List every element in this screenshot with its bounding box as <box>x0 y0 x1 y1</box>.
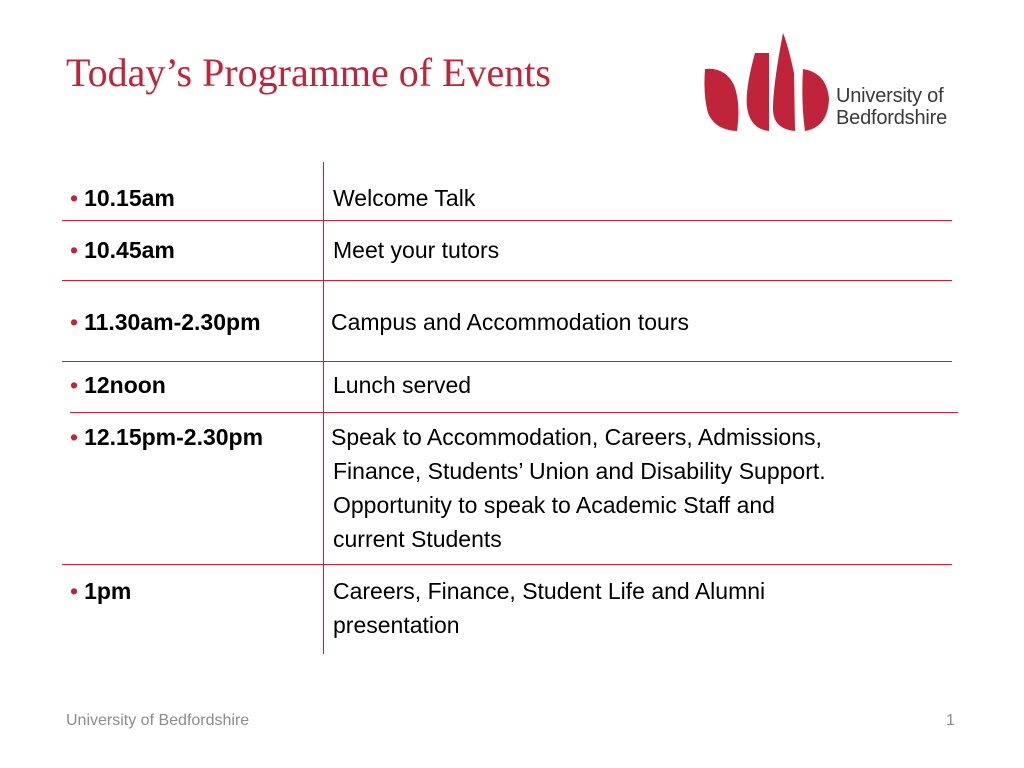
logo-wordmark <box>836 85 947 129</box>
row-divider <box>62 280 952 281</box>
description-line: presentation <box>333 612 460 638</box>
time-label: 1pm <box>84 578 132 604</box>
description-line: Finance, Students’ Union and Disability Support. <box>333 458 826 484</box>
schedule-description <box>333 574 973 642</box>
bullet-icon: • <box>70 424 79 450</box>
schedule-description <box>333 233 973 267</box>
schedule-description <box>333 181 973 215</box>
schedule-time <box>70 305 261 339</box>
schedule-time <box>70 233 175 267</box>
logo-mark-icon <box>703 33 833 135</box>
university-logo <box>703 33 963 135</box>
schedule-description <box>331 420 971 556</box>
time-label: 12noon <box>84 372 166 398</box>
page-number: 1 <box>946 712 955 729</box>
description-line: Meet your tutors <box>333 237 500 263</box>
bullet-icon: • <box>70 309 79 335</box>
row-divider <box>62 564 952 565</box>
schedule-description <box>331 305 971 339</box>
time-label: 10.45am <box>84 237 175 263</box>
description-line: Lunch served <box>333 372 472 398</box>
row-divider <box>62 361 952 362</box>
logo-text-line-2: Bedfordshire <box>836 107 947 129</box>
schedule-column-divider <box>323 162 324 654</box>
bullet-icon: • <box>70 237 79 263</box>
logo-text-line-1: University of <box>836 85 944 107</box>
description-line: Campus and Accommodation tours <box>331 309 689 335</box>
bullet-icon: • <box>70 372 79 398</box>
row-divider <box>70 412 958 413</box>
time-label: 11.30am-2.30pm <box>84 309 261 335</box>
schedule-time <box>70 420 263 454</box>
bullet-icon: • <box>70 578 79 604</box>
time-label: 10.15am <box>84 185 175 211</box>
description-line: current Students <box>333 526 502 552</box>
slide-title: Today’s Programme of Events <box>66 50 551 95</box>
bullet-icon: • <box>70 185 79 211</box>
description-line: Speak to Accommodation, Careers, Admissions, <box>331 424 822 450</box>
schedule-time <box>70 368 166 402</box>
footer-institution: University of Bedfordshire <box>66 712 250 729</box>
description-line: Careers, Finance, Student Life and Alumni <box>333 578 766 604</box>
description-line: Welcome Talk <box>333 185 476 211</box>
schedule-time <box>70 181 175 215</box>
schedule-description <box>333 368 973 402</box>
row-divider <box>62 220 952 221</box>
time-label: 12.15pm-2.30pm <box>84 424 264 450</box>
description-line: Opportunity to speak to Academic Staff and <box>333 492 775 518</box>
schedule-time <box>70 574 131 608</box>
